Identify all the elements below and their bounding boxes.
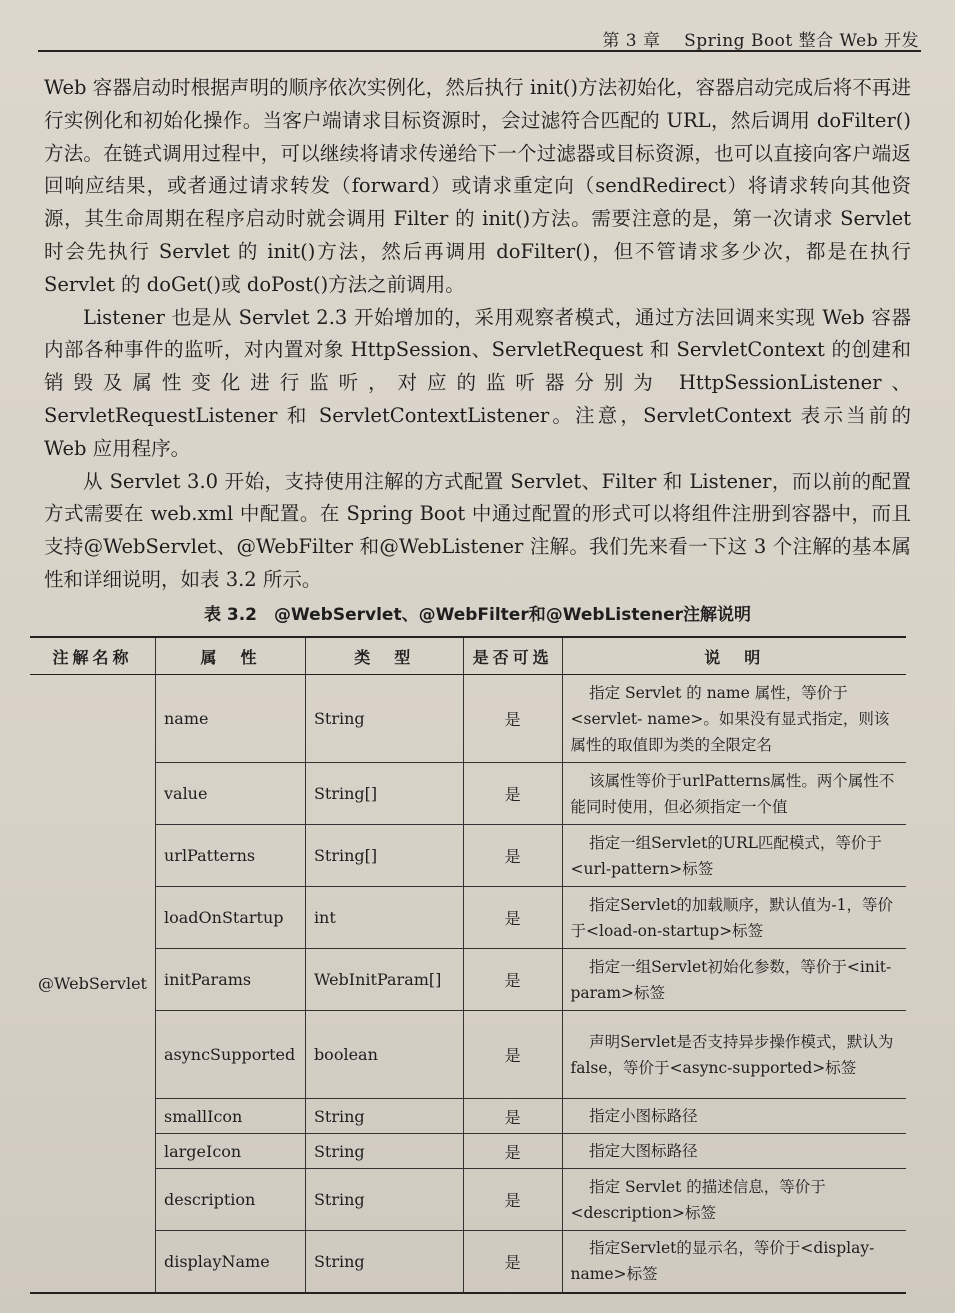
optional-cell: 是 xyxy=(463,675,562,763)
type-cell: WebInitParam[] xyxy=(305,949,463,1011)
description-cell: 声明Servlet是否支持异步操作模式，默认为false，等价于<async-supported>标签 xyxy=(562,1011,906,1099)
chapter-title: Spring Boot 整合 Web 开发 xyxy=(684,31,919,51)
body-text xyxy=(44,72,911,597)
optional-cell: 是 xyxy=(463,825,562,887)
table-row xyxy=(30,825,906,887)
attr-cell: displayName xyxy=(155,1231,305,1293)
attr-cell: initParams xyxy=(155,949,305,1011)
paragraph-3: 从 Servlet 3.0 开始，支持使用注解的方式配置 Servlet、Filter 和 Listener，而以前的配置方式需要在 web.xml 中配置。在 Spring Boot 中通过配置的形式可以将组件注册到容器中，而且支持@WebServlet、@WebFilter 和@WebListener 注解。我们先来看一下这 3 个注解的基本属性和详细说明，如表 3.2 所示。 xyxy=(44,469,911,591)
table-row xyxy=(30,887,906,949)
table-row xyxy=(30,675,906,763)
header-optional: 是否可选 xyxy=(463,637,562,675)
description-cell: 指定 Servlet 的描述信息，等价于<description>标签 xyxy=(562,1169,906,1231)
header-description: 说 明 xyxy=(562,637,906,675)
description-cell: 指定Servlet的显示名，等价于<display-name>标签 xyxy=(562,1231,906,1293)
header-annotation-name: 注解名称 xyxy=(30,637,155,675)
header-rule xyxy=(38,50,921,52)
table-header-row xyxy=(30,637,906,675)
optional-cell: 是 xyxy=(463,887,562,949)
table-caption: 表 3.2 @WebServlet、@WebFilter和@WebListener注解说明 xyxy=(203,605,752,625)
attr-cell: largeIcon xyxy=(155,1134,305,1169)
annotation-name-cell: @WebServlet xyxy=(30,675,155,1293)
paragraph-1: Web 容器启动时根据声明的顺序依次实例化，然后执行 init()方法初始化，容器启动完成后将不再进行实例化和初始化操作。当客户端请求目标资源时，会过滤符合匹配的 URL，然后调用 doFilter()方法。在链式调用过程中，可以继续将请求传递给下一个过滤器或目标资源，也可以直接向客户端返回响应结果，或者通过请求转发（forward）或请求重定向（sendRedirect）将请求转向其他资源，其生命周期在程序启动时就会调用 Filter 的 init()方法。需要注意的是，第一次请求 Servlet 时会先执行 Servlet 的 init()方法，然后再调用 doFilter()，但不管请求多少次，都是在执行 Servlet 的 doGet()或 doPost()方法之前调用。 xyxy=(44,76,911,296)
attr-cell: asyncSupported xyxy=(155,1011,305,1099)
attr-cell: smallIcon xyxy=(155,1099,305,1134)
type-cell: String xyxy=(305,1231,463,1293)
optional-cell: 是 xyxy=(463,1011,562,1099)
attr-cell: description xyxy=(155,1169,305,1231)
optional-cell: 是 xyxy=(463,1169,562,1231)
description-cell: 指定Servlet的加载顺序，默认值为-1，等价于<load-on-startup>标签 xyxy=(562,887,906,949)
type-cell: String xyxy=(305,1134,463,1169)
type-cell: String xyxy=(305,1169,463,1231)
paragraph-2: Listener 也是从 Servlet 2.3 开始增加的，采用观察者模式，通过方法回调来实现 Web 容器内部各种事件的监听，对内置对象 HttpSession、ServletRequest 和 ServletContext 的创建和销毁及属性变化进行监听，对应的监听器分别为 HttpSessionListener、ServletRequestListener 和 ServletContextListener。注意，ServletContext 表示当前的 Web 应用程序。 xyxy=(44,305,911,460)
table-row xyxy=(30,1169,906,1231)
header-type: 类 型 xyxy=(305,637,463,675)
description-cell: 指定一组Servlet初始化参数，等价于<init-param>标签 xyxy=(562,949,906,1011)
optional-cell: 是 xyxy=(463,763,562,825)
table-row xyxy=(30,949,906,1011)
table-row xyxy=(30,1134,906,1169)
optional-cell: 是 xyxy=(463,1134,562,1169)
running-header xyxy=(40,26,919,51)
description-cell: 指定大图标路径 xyxy=(562,1134,906,1169)
type-cell: boolean xyxy=(305,1011,463,1099)
optional-cell: 是 xyxy=(463,1231,562,1293)
table-row xyxy=(30,1099,906,1134)
optional-cell: 是 xyxy=(463,949,562,1011)
attr-cell: loadOnStartup xyxy=(155,887,305,949)
attr-cell: urlPatterns xyxy=(155,825,305,887)
description-cell: 指定 Servlet 的 name 属性，等价于<servlet- name>。如果没有显式指定，则该属性的取值即为类的全限定名 xyxy=(562,675,906,763)
type-cell: String[] xyxy=(305,763,463,825)
description-cell: 该属性等价于urlPatterns属性。两个属性不能同时使用，但必须指定一个值 xyxy=(562,763,906,825)
table-row xyxy=(30,763,906,825)
header-attribute: 属 性 xyxy=(155,637,305,675)
type-cell: String xyxy=(305,675,463,763)
optional-cell: 是 xyxy=(463,1099,562,1134)
type-cell: int xyxy=(305,887,463,949)
attr-cell: value xyxy=(155,763,305,825)
chapter-number: 第 3 章 xyxy=(602,31,661,51)
type-cell: String xyxy=(305,1099,463,1134)
table-row xyxy=(30,1011,906,1099)
type-cell: String[] xyxy=(305,825,463,887)
description-cell: 指定小图标路径 xyxy=(562,1099,906,1134)
description-cell: 指定一组Servlet的URL匹配模式，等价于<url-pattern>标签 xyxy=(562,825,906,887)
annotation-table xyxy=(30,636,906,1294)
attr-cell: name xyxy=(155,675,305,763)
table-row xyxy=(30,1231,906,1293)
